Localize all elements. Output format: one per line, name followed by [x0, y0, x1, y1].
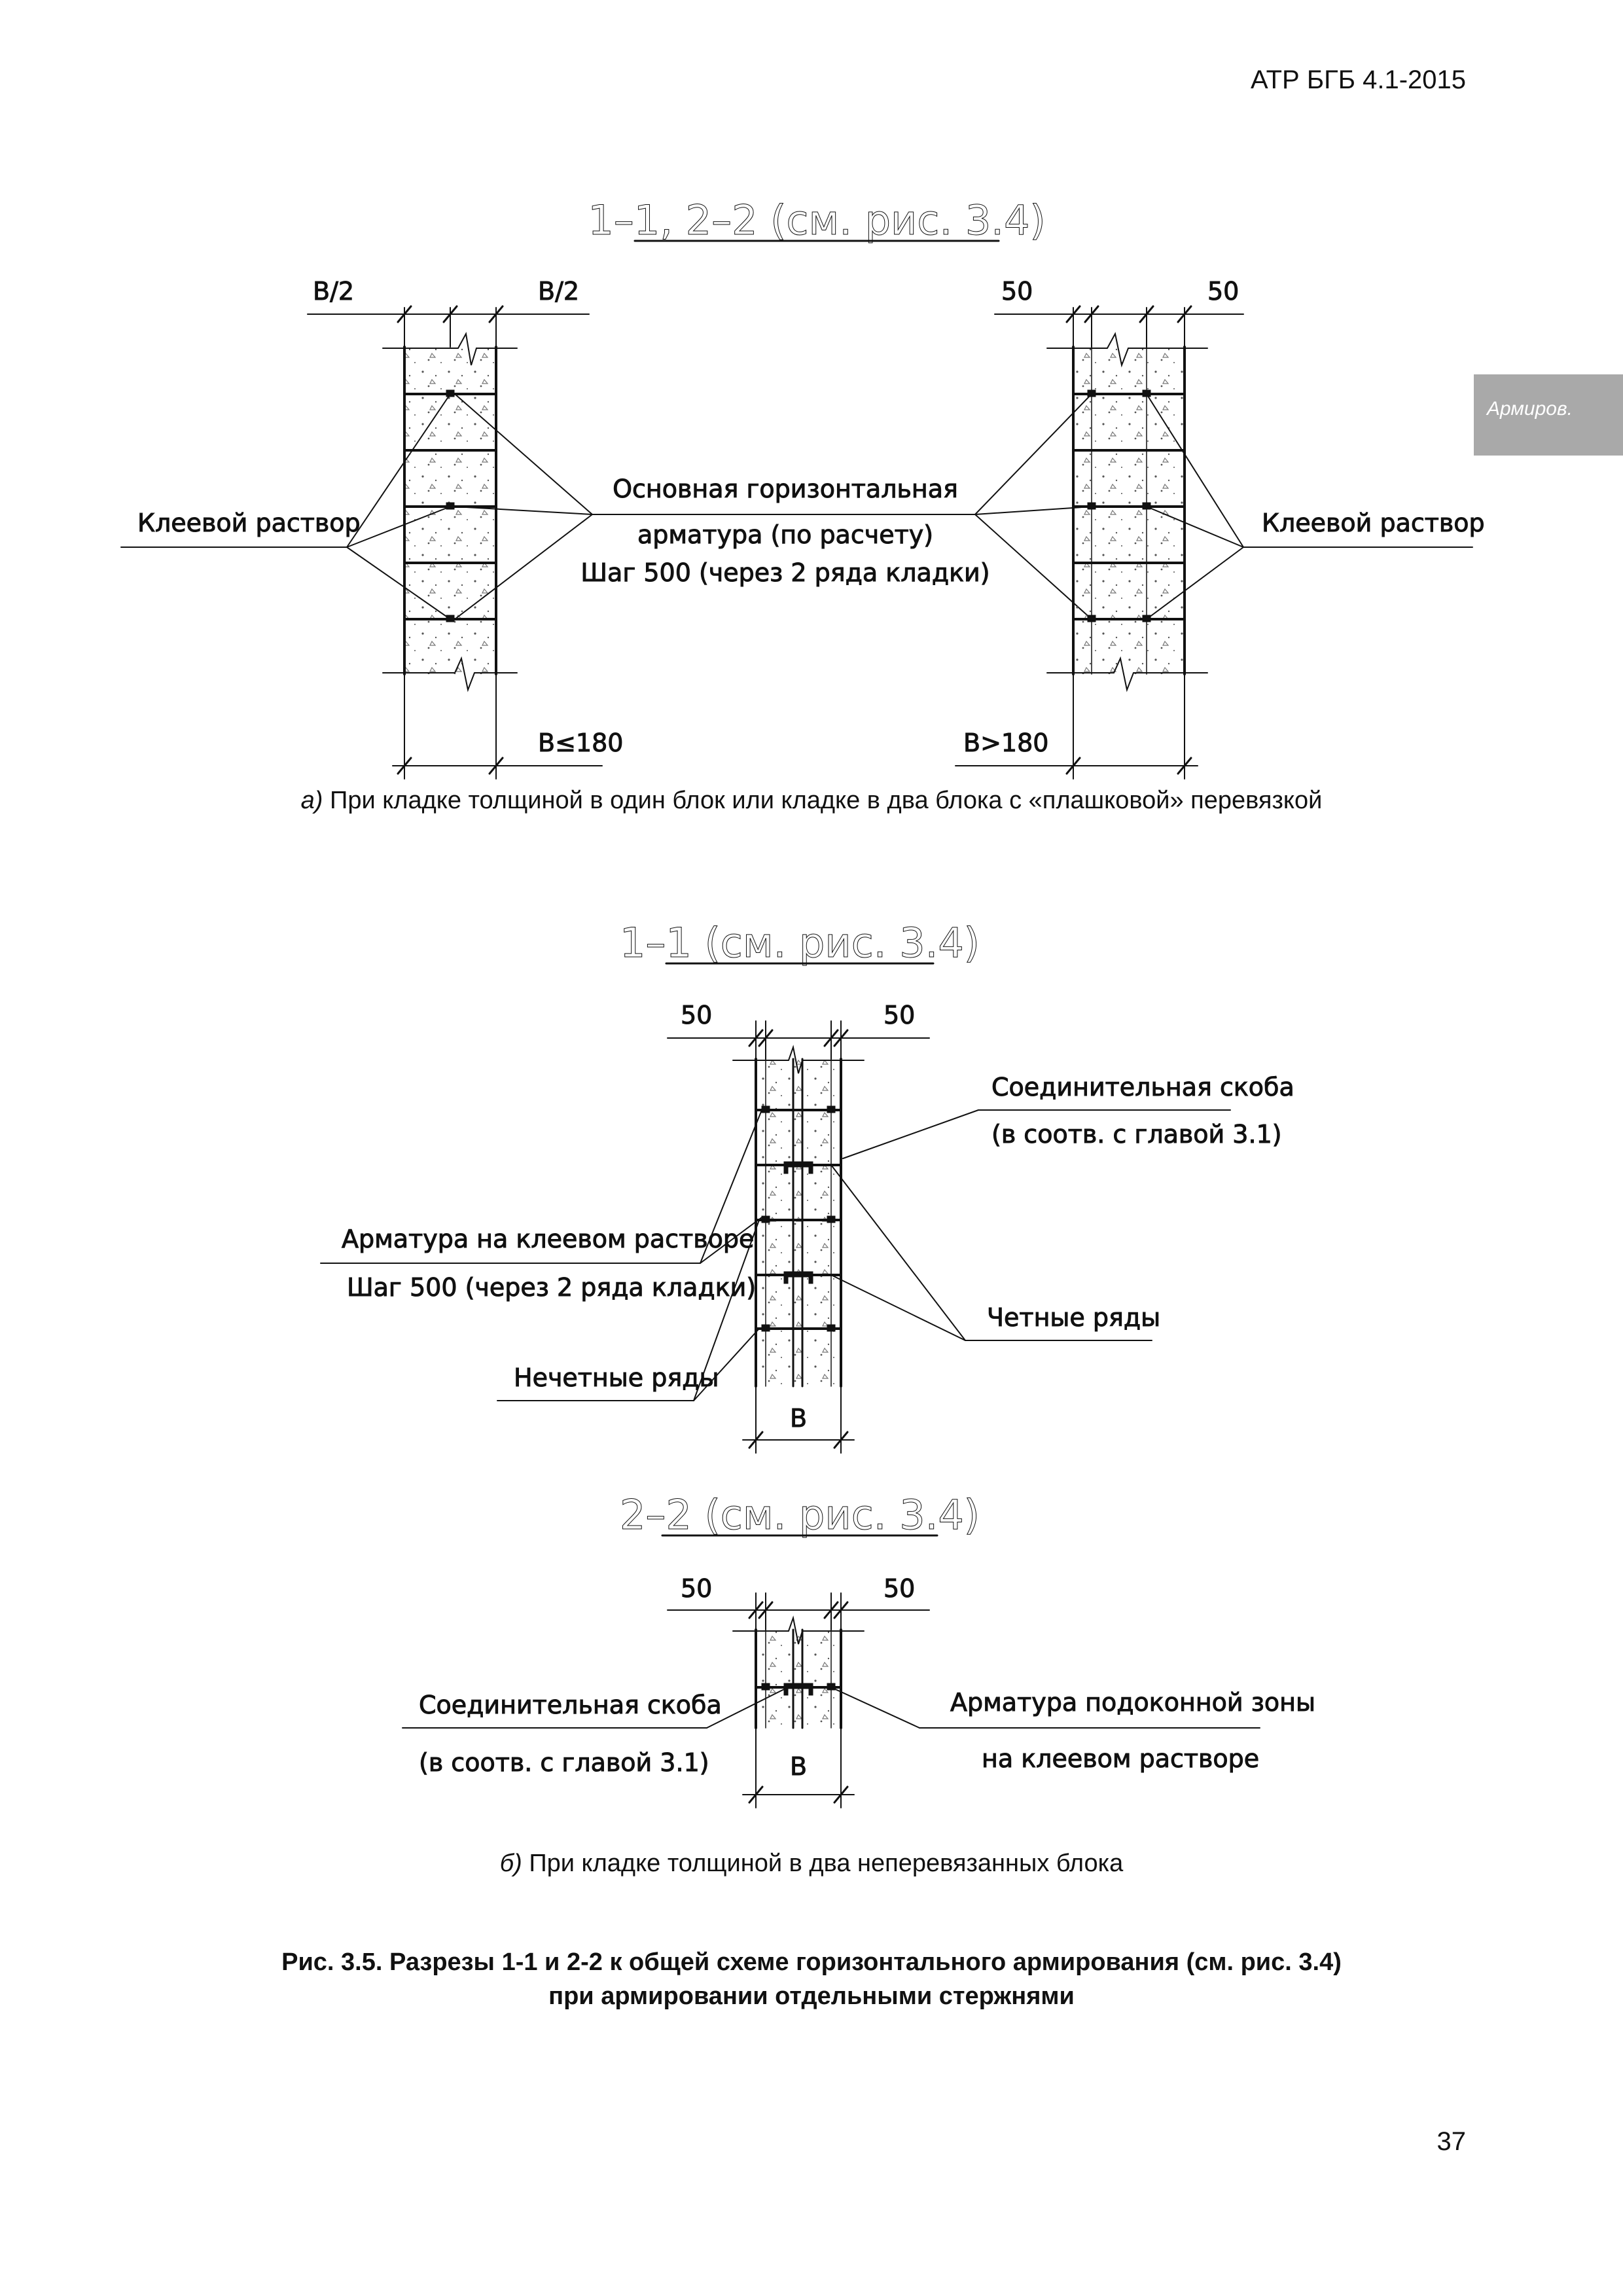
page-number: 37	[1436, 2127, 1466, 2156]
label-b1-rebar-1: Арматура на клеевом растворе	[342, 1225, 755, 1253]
caption-a-text: При кладке толщиной в один блок или кладке в два блока с «плашковой» перевязкой	[323, 787, 1323, 814]
dim-a-right-b: B>180	[963, 728, 1049, 757]
label-b1-bracket-2: (в соотв. с главой 3.1)	[991, 1120, 1282, 1149]
label-glue-left: Клеевой раствор	[137, 509, 361, 537]
label-main-rebar-2: арматура (по расчету)	[637, 520, 934, 549]
figure-caption-line-1: Рис. 3.5. Разрезы 1-1 и 2-2 к общей схеме горизонтального армирования (см. рис. 3.4)	[281, 1948, 1342, 1976]
dim-b1-50-right: 50	[883, 1001, 916, 1030]
caption-a	[0, 787, 1623, 815]
dim-a-right-50-1: 50	[1001, 277, 1033, 306]
figure-b2-title: 2–2 (см. рис. 3.4)	[619, 1491, 980, 1539]
section-a-left	[308, 306, 602, 779]
section-a-right	[955, 306, 1243, 779]
label-b2-bracket-2: (в соотв. с главой 3.1)	[419, 1748, 709, 1777]
dim-a-left-half-2: B/2	[538, 277, 580, 306]
dim-b2-50-left: 50	[681, 1574, 713, 1603]
label-b1-odd-rows: Нечетные ряды	[514, 1363, 719, 1392]
figure-caption-line-2: при армировании отдельными стержнями	[548, 1982, 1075, 2010]
dim-b1-50-left: 50	[681, 1001, 713, 1030]
label-b1-bracket-1: Соединительная скоба	[991, 1073, 1294, 1102]
caption-b-prefix: б)	[499, 1850, 522, 1877]
label-b1-even-rows: Четные ряды	[987, 1303, 1161, 1332]
document-code: АТР БГБ 4.1-2015	[1251, 65, 1466, 94]
caption-b	[0, 1850, 1623, 1878]
figure-b1-title: 1–1 (см. рис. 3.4)	[619, 919, 980, 967]
label-b2-sill-1: Арматура подоконной зоны	[950, 1688, 1316, 1717]
dim-b2-50-right: 50	[883, 1574, 916, 1603]
dim-a-right-50-2: 50	[1207, 277, 1240, 306]
label-b1-rebar-2: Шаг 500 (через 2 ряда кладки)	[347, 1273, 757, 1302]
label-b2-bracket-1: Соединительная скоба	[419, 1691, 722, 1719]
dim-a-left-b: B≤180	[538, 728, 624, 757]
label-b2-sill-2: на клеевом растворе	[982, 1744, 1260, 1773]
dim-b1-b: B	[790, 1404, 808, 1433]
figure-a-title: 1–1, 2–2 (см. рис. 3.4)	[588, 196, 1046, 244]
caption-a-prefix: а)	[300, 787, 323, 814]
figure-caption	[0, 1945, 1623, 2013]
label-glue-right: Клеевой раствор	[1262, 509, 1485, 537]
dim-a-left-half-1: B/2	[313, 277, 355, 306]
label-main-rebar-3: Шаг 500 (через 2 ряда кладки)	[580, 558, 990, 587]
dim-b2-b: B	[790, 1752, 808, 1781]
label-main-rebar-1: Основная горизонтальная	[613, 475, 958, 503]
side-tab-label: Армиров.	[1487, 398, 1573, 420]
caption-b-text: При кладке толщиной в два неперевязанных блока	[522, 1850, 1124, 1877]
